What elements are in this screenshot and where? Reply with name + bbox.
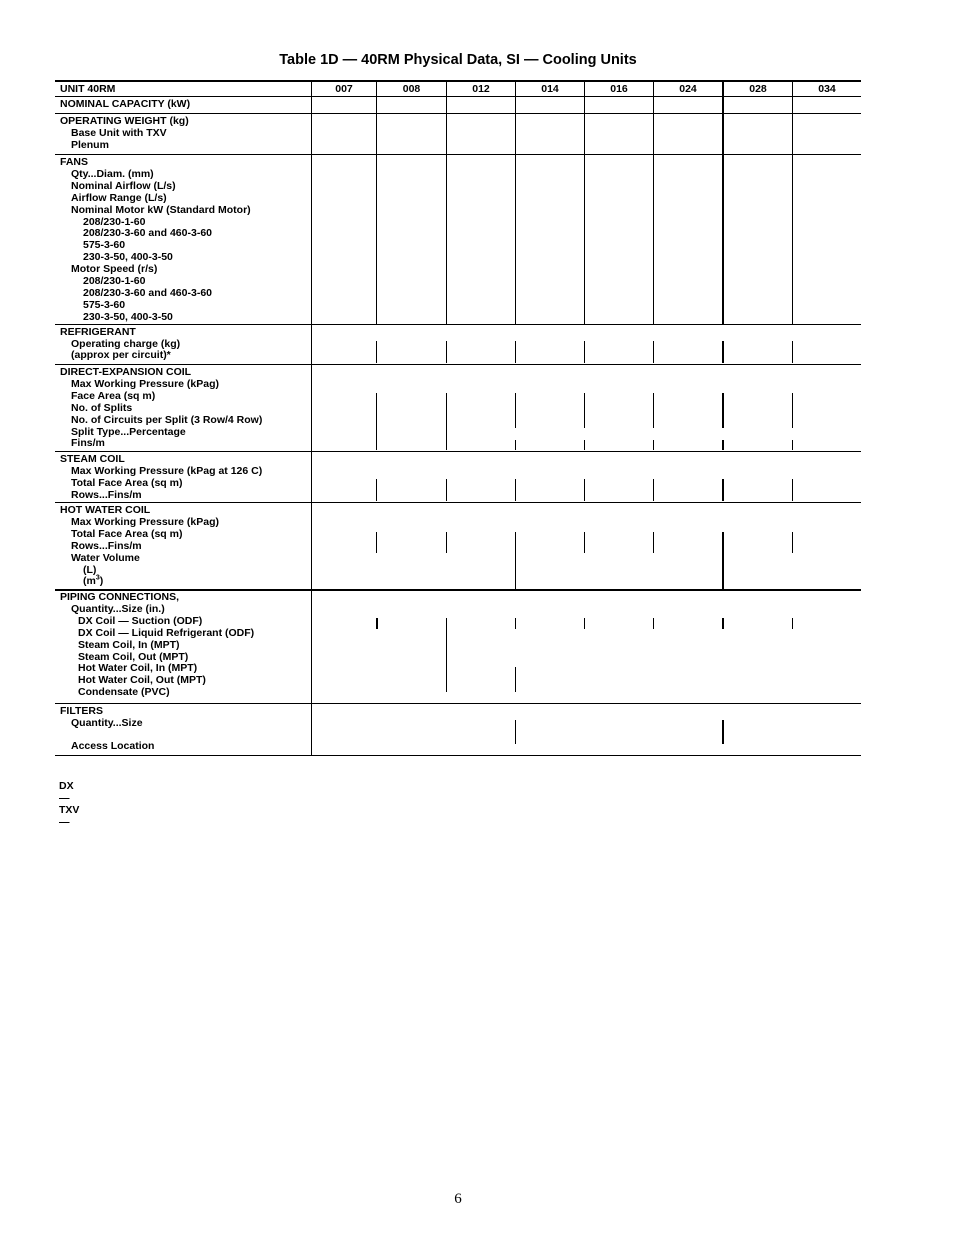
row-label: Operating charge (kg) bbox=[71, 337, 181, 350]
column-rule bbox=[792, 440, 793, 450]
row-label: Split Type...Percentage bbox=[71, 425, 186, 438]
table-title: Table 1D — 40RM Physical Data, SI — Cooling Units bbox=[279, 52, 637, 68]
superscript: 3 bbox=[95, 574, 100, 582]
row-label: Quantity...Size (in.) bbox=[71, 602, 165, 615]
column-rule bbox=[722, 341, 724, 363]
unit-text: ) bbox=[99, 575, 104, 588]
dx-coil-section bbox=[60, 367, 262, 450]
column-rule bbox=[446, 341, 447, 363]
row-label: Fins/m bbox=[71, 437, 105, 450]
column-rule bbox=[653, 618, 654, 629]
row-label: 575-3-60 bbox=[83, 298, 126, 311]
row-label: Total Face Area (sq m) bbox=[71, 476, 183, 489]
column-rule bbox=[376, 532, 377, 553]
section-heading: FILTERS bbox=[60, 705, 103, 717]
section-heading: OPERATING WEIGHT (kg) bbox=[60, 115, 189, 127]
column-rule bbox=[376, 341, 377, 363]
row-label: Steam Coil, Out (MPT) bbox=[78, 650, 189, 663]
row-label: Hot Water Coil, Out (MPT) bbox=[78, 674, 206, 687]
row-label: Hot Water Coil, In (MPT) bbox=[78, 662, 198, 675]
row-label: 208/230-3-60 and 460-3-60 bbox=[83, 227, 212, 240]
row-label: 208/230-1-60 bbox=[83, 275, 146, 288]
piping-connections-section bbox=[60, 592, 254, 699]
column-rule bbox=[792, 393, 793, 428]
row-label: (L) bbox=[83, 563, 97, 576]
legend-dash: — bbox=[59, 816, 70, 828]
steam-coil-section bbox=[60, 454, 262, 502]
row-rule bbox=[55, 703, 861, 704]
column-rule bbox=[722, 80, 724, 324]
row-label-cubic-meters bbox=[60, 576, 219, 588]
row-label: Rows...Fins/m bbox=[71, 488, 142, 501]
column-rule bbox=[446, 618, 447, 692]
column-rule bbox=[792, 532, 793, 553]
column-rule bbox=[584, 440, 585, 450]
fans-section bbox=[60, 157, 251, 324]
row-label: Nominal Airflow (L/s) bbox=[71, 179, 176, 192]
row-label: Quantity...Size bbox=[71, 716, 143, 729]
row-label: Plenum bbox=[71, 138, 109, 151]
column-rule bbox=[792, 618, 793, 629]
row-label: 230-3-50, 400-3-50 bbox=[83, 251, 173, 264]
row-label: Max Working Pressure (kPag) bbox=[71, 377, 220, 390]
row-rule bbox=[55, 96, 861, 97]
column-rule bbox=[446, 393, 447, 450]
row-label: Rows...Fins/m bbox=[71, 539, 142, 552]
column-rule bbox=[653, 532, 654, 553]
column-rule bbox=[584, 341, 585, 363]
row-label: Total Face Area (sq m) bbox=[71, 527, 183, 540]
model-header-008: 008 bbox=[402, 83, 421, 95]
row-label: 575-3-60 bbox=[83, 239, 126, 252]
operating-weight-section bbox=[60, 116, 189, 152]
row-label: DX Coil — Suction (ODF) bbox=[78, 614, 203, 627]
model-header-012: 012 bbox=[472, 83, 490, 95]
row-rule bbox=[55, 451, 861, 452]
column-rule bbox=[722, 479, 724, 501]
column-rule bbox=[584, 80, 585, 324]
unit-header: UNIT 40RM bbox=[60, 83, 116, 95]
abbreviation-legend bbox=[59, 780, 91, 828]
legend-item-txv bbox=[59, 804, 91, 828]
row-label: Condensate (PVC) bbox=[78, 686, 170, 699]
column-rule bbox=[515, 532, 516, 589]
column-rule bbox=[653, 393, 654, 428]
row-label: Access Location bbox=[71, 739, 155, 752]
unit-text: (m bbox=[83, 575, 96, 588]
column-rule bbox=[515, 80, 516, 324]
row-label: No. of Circuits per Split (3 Row/4 Row) bbox=[71, 413, 263, 426]
column-rule bbox=[446, 479, 447, 501]
label-column-rule bbox=[311, 80, 312, 755]
column-rule bbox=[376, 618, 378, 629]
row-label: 230-3-50, 400-3-50 bbox=[83, 310, 173, 323]
column-rule bbox=[722, 532, 724, 589]
column-rule bbox=[515, 440, 516, 450]
column-rule bbox=[722, 440, 724, 450]
column-rule bbox=[792, 479, 793, 501]
model-header-034: 034 bbox=[818, 83, 836, 95]
column-rule bbox=[446, 532, 447, 553]
legend-item-dx bbox=[59, 780, 91, 804]
model-header-016: 016 bbox=[610, 83, 628, 95]
column-rule bbox=[722, 618, 724, 629]
row-rule bbox=[55, 364, 861, 365]
row-label: Base Unit with TXV bbox=[71, 126, 167, 139]
row-label: Motor Speed (r/s) bbox=[71, 263, 158, 276]
column-rule bbox=[515, 618, 516, 629]
page-number: 6 bbox=[454, 1191, 462, 1207]
column-rule bbox=[722, 720, 724, 744]
column-rule bbox=[653, 341, 654, 363]
section-heading: STEAM COIL bbox=[60, 453, 125, 465]
column-rule bbox=[515, 479, 516, 501]
column-rule bbox=[722, 393, 724, 428]
row-label: Max Working Pressure (kPag) bbox=[71, 515, 220, 528]
column-rule bbox=[376, 479, 377, 501]
row-label: Max Working Pressure (kPag at 126 C) bbox=[71, 464, 263, 477]
physical-data-table bbox=[55, 80, 861, 756]
column-rule bbox=[584, 618, 585, 629]
table-bottom-rule bbox=[55, 755, 861, 756]
legend-abbr: TXV bbox=[59, 804, 80, 816]
legend-dash: — bbox=[59, 792, 70, 804]
row-label: No. of Splits bbox=[71, 401, 133, 414]
filters-section bbox=[60, 706, 154, 753]
column-rule bbox=[515, 341, 516, 363]
column-rule bbox=[515, 393, 516, 428]
row-label: 208/230-1-60 bbox=[83, 215, 146, 228]
row-rule bbox=[55, 113, 861, 114]
legend-abbr: DX bbox=[59, 780, 74, 792]
column-rule bbox=[446, 80, 447, 324]
nominal-capacity-label bbox=[60, 99, 190, 111]
section-heading: REFRIGERANT bbox=[60, 326, 136, 338]
row-label: DX Coil — Liquid Refrigerant (ODF) bbox=[78, 626, 255, 639]
model-header-014: 014 bbox=[541, 83, 559, 95]
section-heading: HOT WATER COIL bbox=[60, 504, 151, 516]
column-rule bbox=[515, 720, 516, 744]
model-header-028: 028 bbox=[749, 83, 767, 95]
row-label: 208/230-3-60 and 460-3-60 bbox=[83, 286, 212, 299]
row-rule bbox=[55, 154, 861, 155]
column-rule bbox=[792, 341, 793, 363]
nominal-capacity-text: NOMINAL CAPACITY (kW) bbox=[60, 98, 191, 110]
table-top-rule bbox=[55, 80, 861, 82]
model-header-007: 007 bbox=[335, 83, 353, 95]
column-rule bbox=[653, 479, 654, 501]
section-heading: FANS bbox=[60, 156, 89, 168]
refrigerant-section bbox=[60, 327, 180, 362]
column-rule bbox=[376, 80, 377, 324]
row-rule bbox=[55, 324, 861, 325]
column-rule bbox=[584, 479, 585, 501]
row-label: Airflow Range (L/s) bbox=[71, 191, 167, 204]
hot-water-coil-section bbox=[60, 505, 219, 588]
column-rule bbox=[792, 80, 793, 324]
column-rule bbox=[584, 393, 585, 428]
row-label: Face Area (sq m) bbox=[71, 389, 156, 402]
row-rule bbox=[55, 502, 861, 503]
row-label: Water Volume bbox=[71, 551, 140, 564]
row-label: Qty...Diam. (mm) bbox=[71, 167, 154, 180]
model-header-024: 024 bbox=[679, 83, 697, 95]
column-rule bbox=[653, 80, 654, 324]
row-label: (approx per circuit)* bbox=[71, 348, 171, 361]
row-label: Steam Coil, In (MPT) bbox=[78, 638, 180, 651]
column-rule bbox=[376, 393, 377, 450]
row-label: Nominal Motor kW (Standard Motor) bbox=[71, 203, 251, 216]
section-heading: DIRECT-EXPANSION COIL bbox=[60, 366, 192, 378]
section-heading: PIPING CONNECTIONS, bbox=[60, 591, 180, 603]
column-rule bbox=[653, 440, 654, 450]
column-rule bbox=[584, 532, 585, 553]
column-rule bbox=[515, 667, 516, 692]
